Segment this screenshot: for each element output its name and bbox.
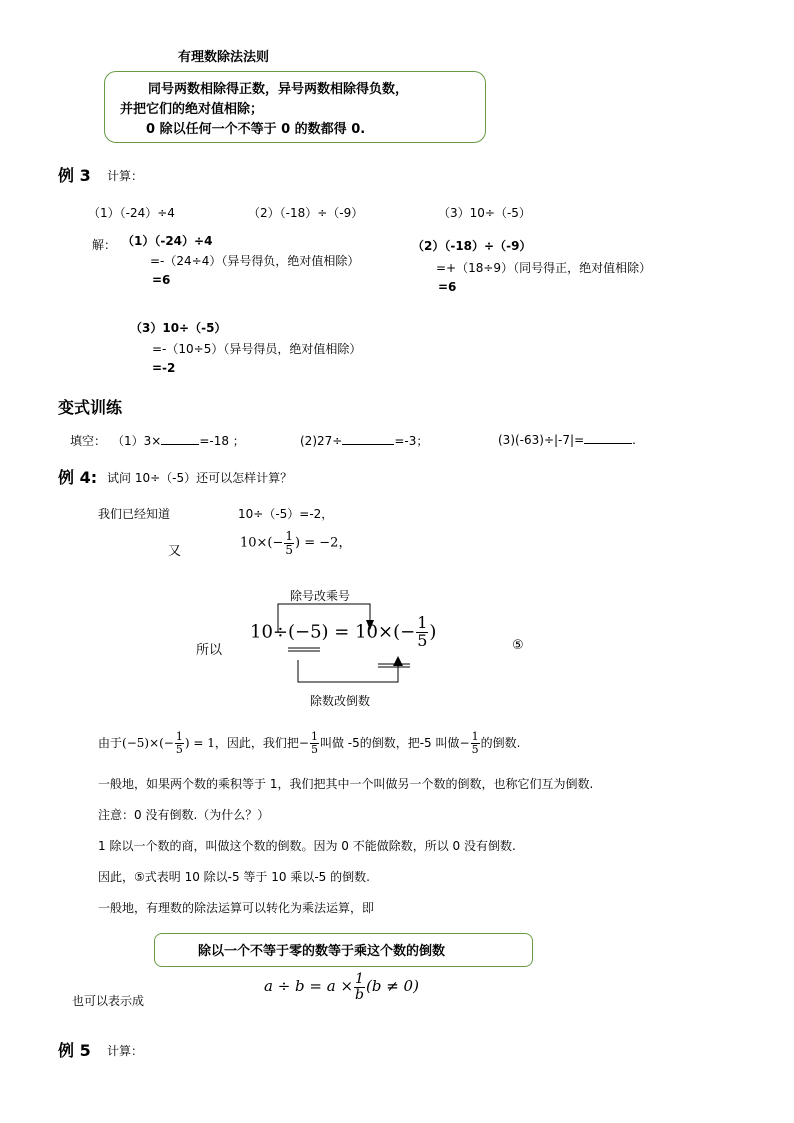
paragraph-zero: 1 除以一个数的商，叫做这个数的倒数。因为 0 不能做除数，所以 0 没有倒数. [98, 839, 516, 853]
fill-question-2: (2)27÷ =-3； [300, 434, 429, 448]
sol1-line2: =-（24÷4）（异号得负，绝对值相除） [150, 254, 360, 268]
paragraph-note: 注意：0 没有倒数.（为什么？） [98, 808, 270, 822]
answer-blank-3[interactable] [584, 432, 632, 444]
division-formula: a ÷ b = a × $\frac{1}{b}$ (b ≠ 0) [264, 971, 419, 1003]
paragraph-definition: 一般地，如果两个数的乘积等于 1，我们把其中一个叫做另一个数的倒数，也称它们互为倒数. [98, 777, 594, 791]
known-label: 我们已经知道 [98, 507, 171, 521]
page-title: 有理数除法法则 [178, 50, 270, 65]
example3-label: 例 3 [58, 166, 91, 185]
sol3-line2: =-（10÷5）（异号得员，绝对值相除） [152, 342, 362, 356]
so-label: 所以 [196, 643, 223, 658]
example5-label: 例 5 [58, 1041, 91, 1060]
sol2-line1: （2）（-18）÷（-9） [412, 239, 532, 253]
known-expression: 10÷（-5）=-2， [238, 507, 334, 521]
div-to-mul-label: 除号改乘号 [290, 589, 351, 603]
sol3-line1: （3）10÷（-5） [130, 321, 227, 335]
sol2-line3: =6 [438, 280, 457, 294]
formula-label: 也可以表示成 [72, 994, 145, 1008]
variant-heading: 变式训练 [58, 398, 123, 417]
example4-question: 试问 10÷（-5）还可以怎样计算？ [107, 471, 293, 485]
problem-3: （3）10÷（-5） [438, 206, 531, 220]
divisor-to-reciprocal-label: 除数改倒数 [310, 694, 371, 708]
reciprocal-rule: 除以一个不等于零的数等于乘这个数的倒数 [198, 944, 446, 959]
problem-1: （1）（-24）÷4 [88, 206, 175, 220]
paragraph-general: 一般地，有理数的除法运算可以转化为乘法运算，即 [98, 901, 375, 915]
fill-in-label: 填空： [70, 434, 107, 448]
rule-line-3: 0 除以任何一个不等于 0 的数都得 0. [146, 122, 366, 137]
equation-number: ⑤ [512, 638, 524, 653]
key-equation: 10÷(−5) = 10×(− $\frac{1}{5}$ ) [250, 613, 437, 650]
rule-line-1: 同号两数相除得正数，异号两数相除得负数， [148, 82, 409, 97]
sol1-line1: （1）（-24）÷4 [122, 234, 213, 248]
reciprocal-paragraph: 由于(−5)×(− $\frac{1}{5}$ ) = 1，因此，我们把− $\frac{1}{5}$ 叫做 -5的倒数，把-5 叫做− $\frac{1}{5}$ 的倒数. [98, 730, 521, 756]
answer-blank-2[interactable] [342, 433, 394, 445]
also-expression: 10×(− $\frac{1}{5}$ ) = −2， [240, 529, 352, 557]
answer-blank-1[interactable] [161, 433, 199, 445]
paragraph-therefore: 因此，⑤式表明 10 除以-5 等于 10 乘以-5 的倒数. [98, 870, 370, 884]
example5-prompt: 计算： [107, 1044, 144, 1058]
problem-2: （2）（-18）÷（-9） [248, 206, 364, 220]
sol2-line2: =+（18÷9）（同号得正，绝对值相除） [436, 261, 652, 275]
solution-label: 解： [92, 238, 117, 252]
example3-prompt: 计算： [107, 169, 144, 183]
example4-label: 例 4: [58, 468, 98, 487]
sol3-line3: =-2 [152, 361, 176, 375]
sol1-line3: =6 [152, 273, 171, 287]
fill-question-1: （1）3× =-18 ； [112, 434, 245, 448]
rule-line-2: 并把它们的绝对值相除； [120, 102, 264, 117]
also-label: 又 [168, 544, 182, 559]
fill-question-3: (3)(-63)÷|-7|= . [498, 433, 636, 447]
